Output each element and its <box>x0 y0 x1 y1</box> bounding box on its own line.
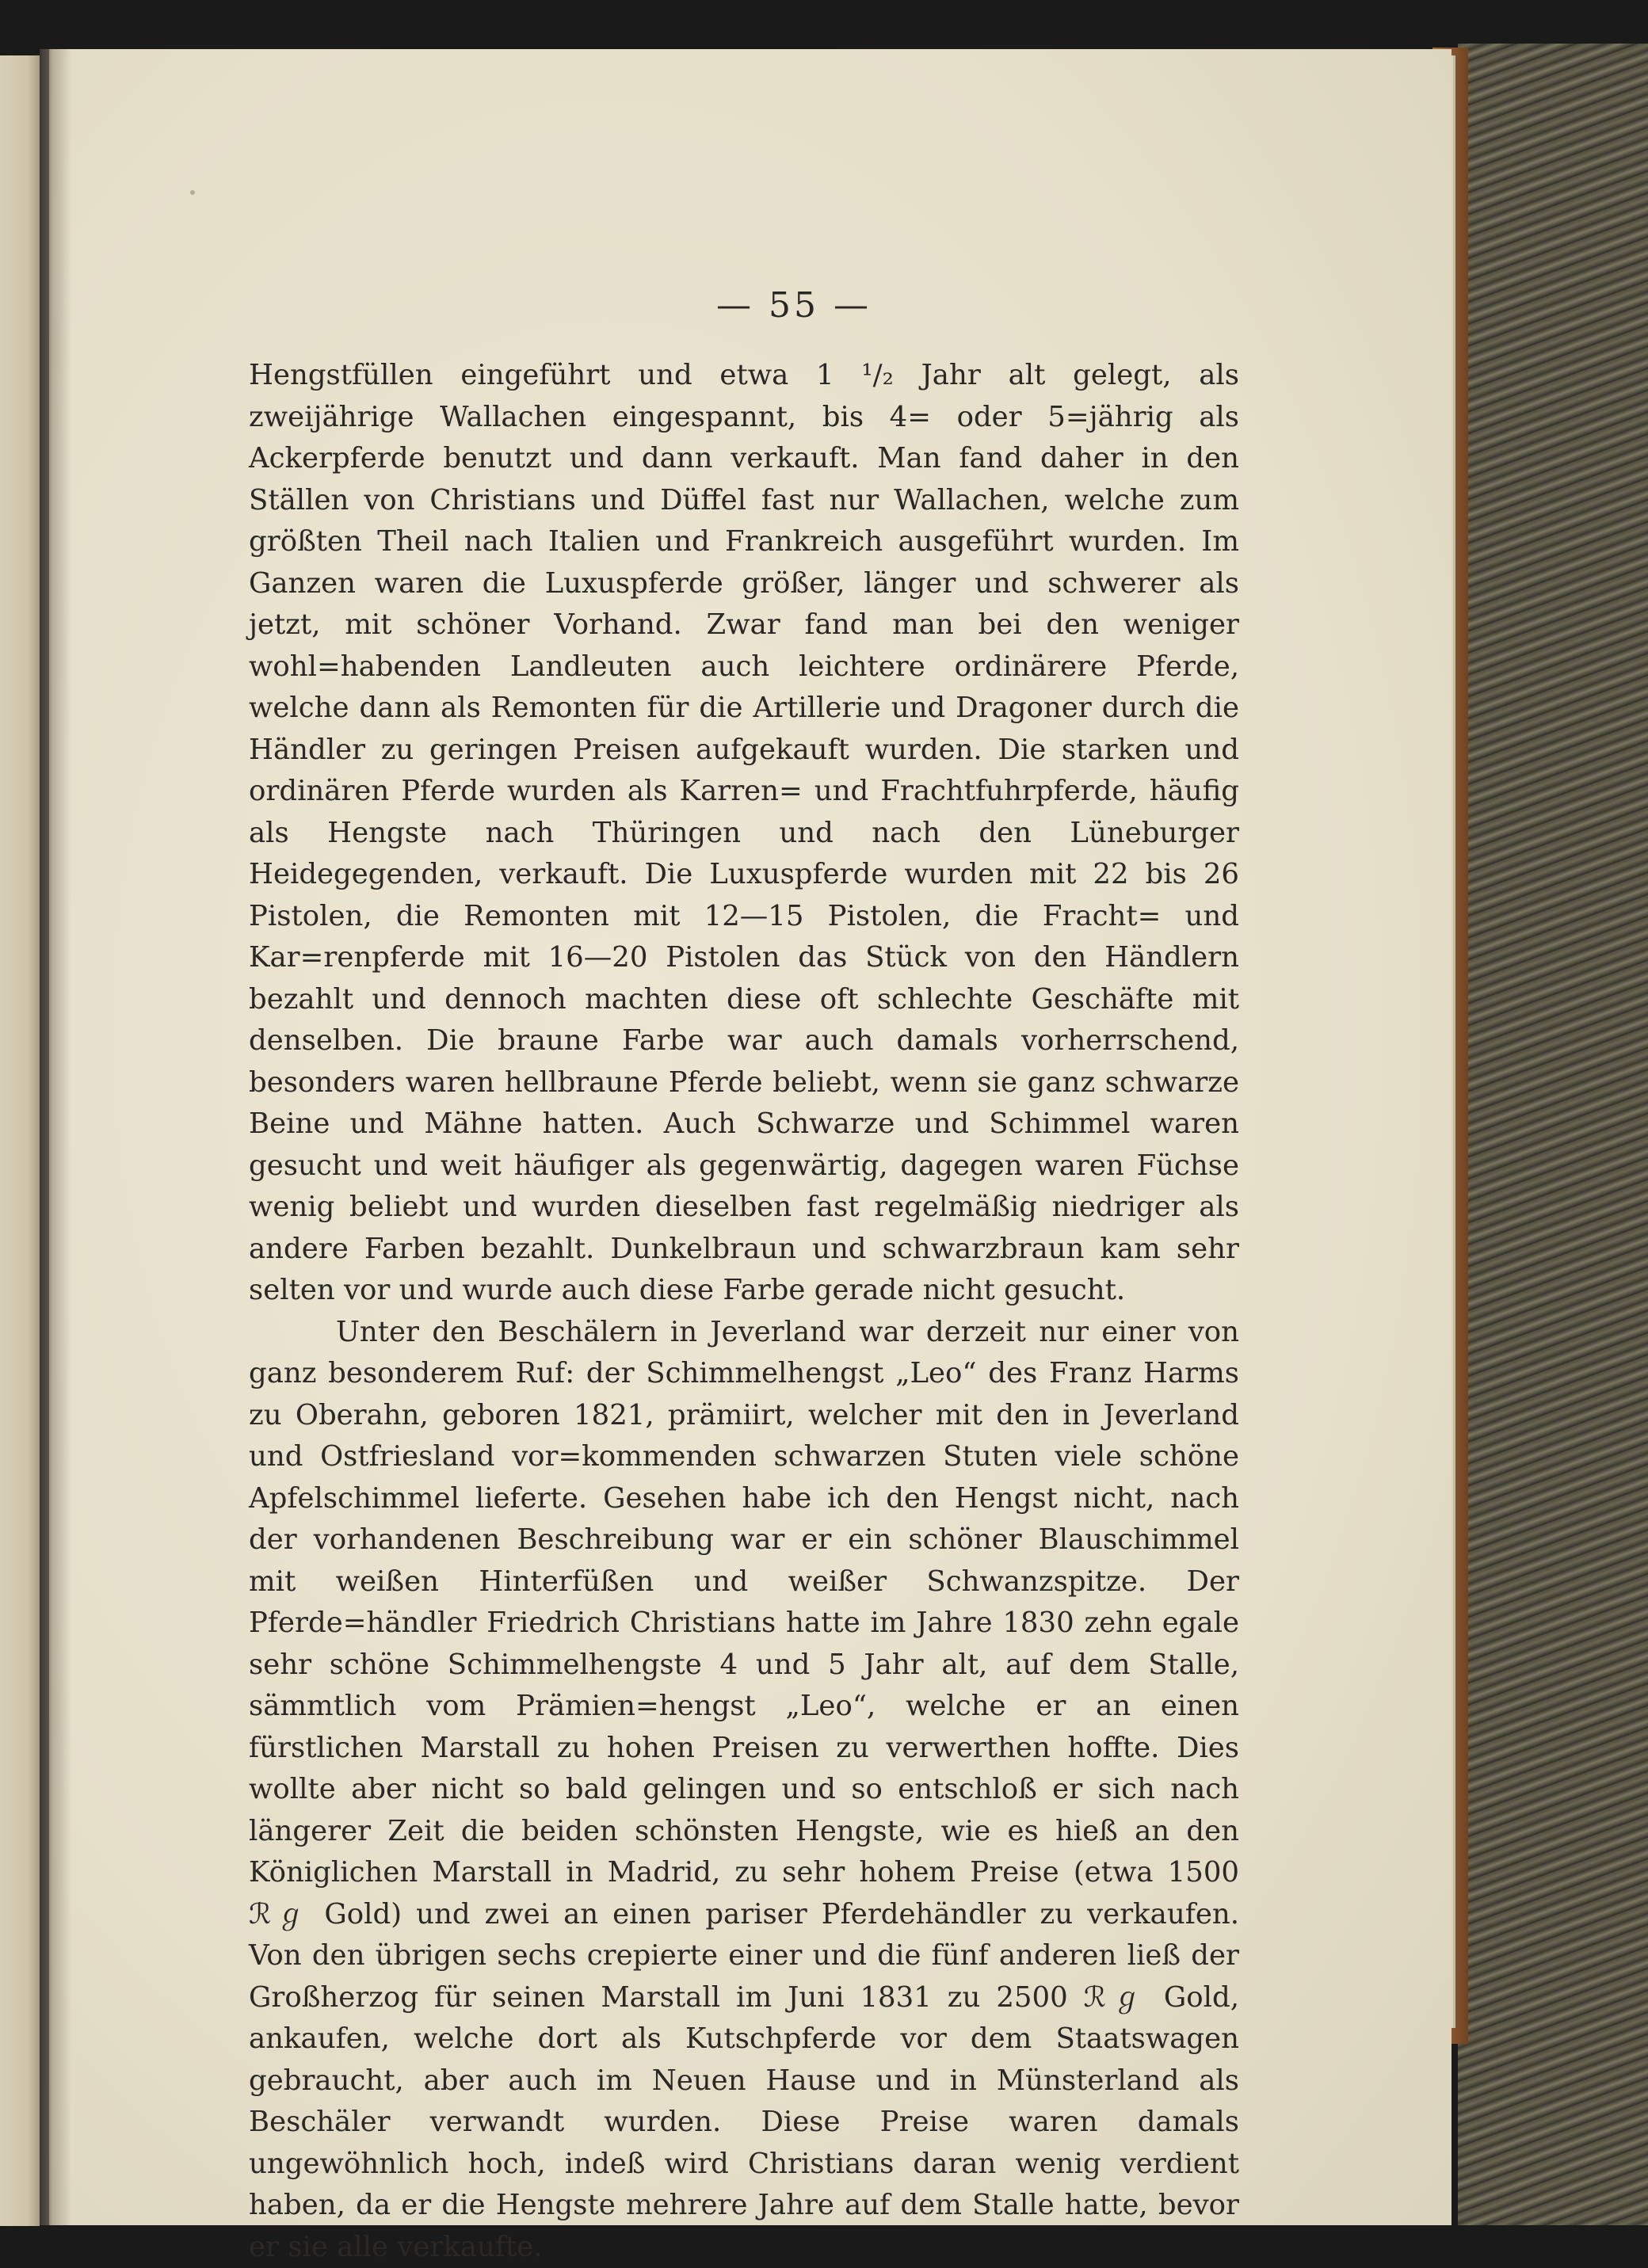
book-cover-marbled <box>1458 44 1648 2225</box>
paper-spot <box>190 190 195 195</box>
paragraph-1: Hengstfüllen eingeführt und etwa 1 ¹/₂ Jahr alt gelegt, als zweijährige Wallachen eingespannt, bis 4= oder 5=jährig als Ackerpferde benutzt und dann verkauft. Man fand daher in den Ställen von Christians und Düffel fast nur Wallachen, welche zum größten Theil nach Italien und Frankreich ausgeführt wurden. Im Ganzen waren die Luxuspferde größer, länger und schwerer als jetzt, mit schöner Vorhand. Zwar fand man bei den weniger wohl=habenden Landleuten auch leichtere ordinärere Pferde, welche dann als Remonten für die Artillerie und Dragoner durch die Händler zu geringen Preisen aufgekauft wurden. Die starken und ordinären Pferde wurden als Karren= und Frachtfuhrpferde, häufig als Hengste nach Thüringen und nach den Lüneburger Heidegegenden, verkauft. Die Luxuspferde wurden mit 22 bis 26 Pistolen, die Remonten mit 12—15 Pistolen, die Fracht= und Kar=renpferde mit 16—20 Pistolen das Stück von den Händlern bezahlt und dennoch machten diese oft schlechte Geschäfte mit denselben. Die braune Farbe war auch damals vorherrschend, besonders waren hellbraune Pferde beliebt, wenn sie ganz schwarze Beine und Mähne hatten. Auch Schwarze und Schimmel waren gesucht und weit häufiger als gegenwärtig, dagegen waren Füchse wenig beliebt und wurden dieselben fast regelmäßig niedriger als andere Farben bezahlt. Dunkelbraun und schwarzbraun kam sehr selten vor und wurde auch diese Farbe gerade nicht gesucht. <box>249 355 1239 1312</box>
paragraph-2: Unter den Beschälern in Jeverland war derzeit nur einer von ganz besonderem Ruf: der Schimmelhengst „Leo“ des Franz Harms zu Oberahn, geboren 1821, prämiirt, welcher mit den in Jeverland und Ostfriesland vor=kommenden schwarzen Stuten viele schöne Apfelschimmel lieferte. Gesehen habe ich den Hengst nicht, nach der vorhandenen Beschreibung war er ein schöner Blauschimmel mit weißen Hinterfüßen und weißer Schwanzspitze. Der Pferde=händler Friedrich Christians hatte im Jahre 1830 zehn egale sehr schöne Schimmelhengste 4 und 5 Jahr alt, auf dem Stalle, sämmtlich vom Prämien=hengst „Leo“, welche er an einen fürstlichen Marstall zu hohen Preisen zu verwerthen hoffte. Dies wollte aber nicht so bald gelingen und so entschloß er sich nach längerer Zeit die beiden schönsten Hengste, wie es hieß an den Königlichen Marstall in Madrid, zu sehr hohem Preise (etwa 1500 ℛℊ Gold) und zwei an einen pariser Pferdehändler zu verkaufen. Von den übrigen sechs crepierte einer und die fünf anderen ließ der Großherzog für seinen Marstall im Juni 1831 zu 2500 ℛℊ Gold, ankaufen, welche dort als Kutschpferde vor dem Staatswagen gebraucht, aber auch im Neuen Hause und in Münsterland als Beschäler verwandt wurden. Diese Preise waren damals ungewöhnlich hoch, indeß wird Christians daran wenig verdient haben, da er die Hengste mehrere Jahre auf dem Stalle hatte, bevor er sie alle verkaufte. <box>249 1312 1239 2268</box>
book-page <box>49 49 1452 2225</box>
gutter-shadow <box>40 49 71 2225</box>
left-page-edge <box>0 55 40 2226</box>
page-number: — 55 — <box>49 285 1452 326</box>
body-text <box>249 355 1239 2268</box>
